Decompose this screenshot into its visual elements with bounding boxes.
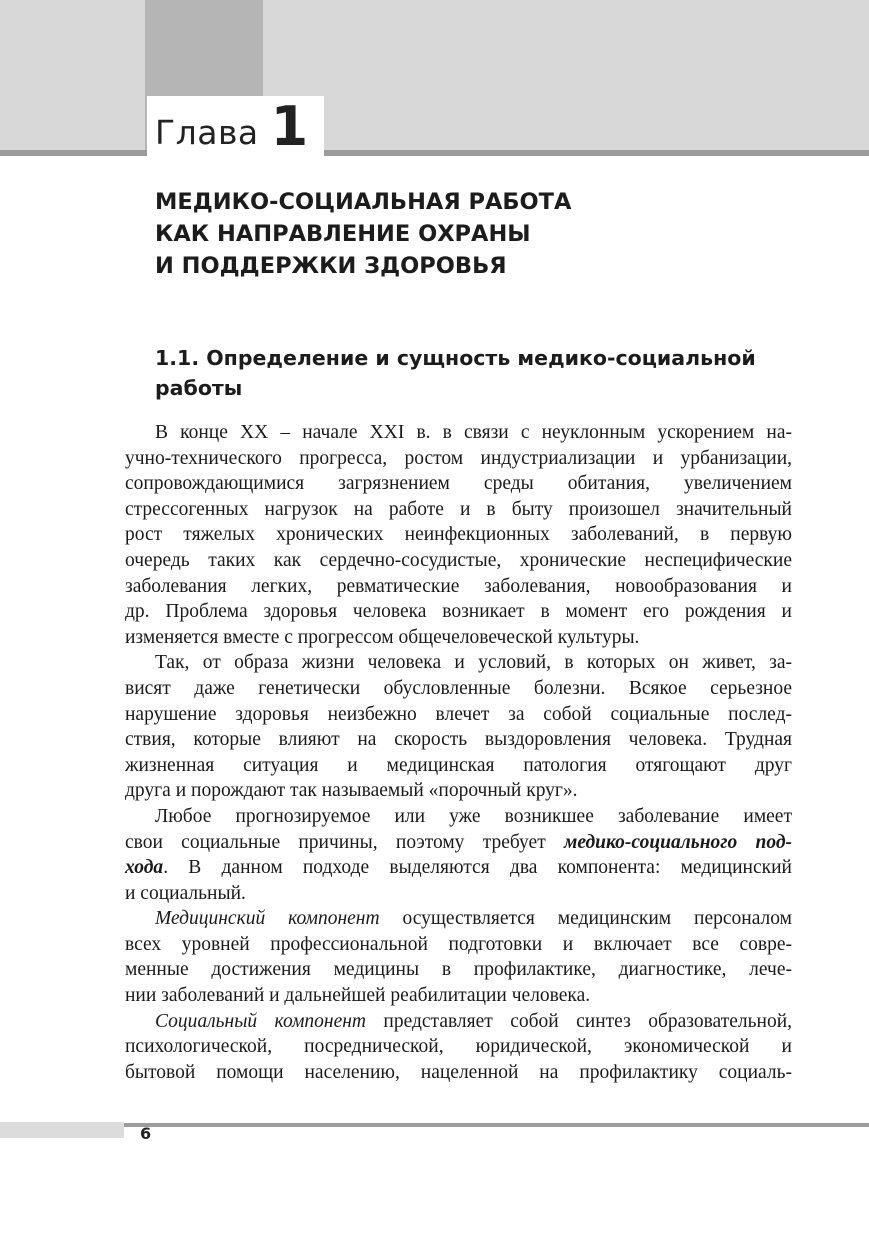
body-text bbox=[125, 420, 792, 1085]
text-line bbox=[125, 599, 792, 625]
text-line bbox=[125, 471, 792, 497]
text-line bbox=[125, 778, 792, 804]
text-run: . В данном подходе выделяются два компонента: медицинский bbox=[163, 857, 792, 879]
chapter-title-line: МЕДИКО-СОЦИАЛЬНАЯ РАБОТА bbox=[155, 189, 572, 215]
text-run: свои социальные причины, поэтому требует bbox=[125, 831, 564, 853]
text-line bbox=[125, 1034, 792, 1060]
text-line bbox=[125, 1009, 792, 1035]
text-line bbox=[125, 497, 792, 523]
text-line bbox=[125, 625, 792, 651]
page-number: 6 bbox=[140, 1124, 152, 1143]
emphasis-italic: Социальный компонент bbox=[155, 1010, 366, 1032]
chapter-word: Глава bbox=[155, 113, 259, 152]
paragraph bbox=[125, 906, 792, 1008]
chapter-number: 1 bbox=[270, 95, 309, 158]
text-run: ствия, которые влияют на скорость выздоровления человека. Трудная bbox=[125, 729, 792, 751]
text-run: др. Проблема здоровья человека возникает в момент его рождения и bbox=[125, 601, 792, 623]
chapter-title-line: И ПОДДЕРЖКИ ЗДОРОВЬЯ bbox=[155, 253, 507, 279]
text-run: сопровождающимися загрязнением среды обитания, увеличением bbox=[125, 473, 792, 495]
text-line bbox=[125, 957, 792, 983]
text-run: нии заболеваний и дальнейшей реабилитации человека. bbox=[125, 985, 591, 1007]
footer-accent-block bbox=[0, 1122, 124, 1138]
text-run: психологической, посреднической, юридической, экономической и bbox=[125, 1036, 792, 1058]
text-line bbox=[125, 932, 792, 958]
text-line bbox=[125, 881, 792, 907]
footer-rule bbox=[124, 1123, 869, 1127]
text-run: представляет собой синтез образовательной, bbox=[365, 1010, 793, 1032]
text-run: Так, от образа жизни человека и условий, в которых он живет, за- bbox=[155, 652, 792, 674]
text-run: осуществляется медицинским персоналом bbox=[379, 908, 792, 930]
paragraph bbox=[125, 1009, 792, 1086]
text-run: менные достижения медицины в профилактике, диагностике, лече- bbox=[125, 959, 792, 981]
text-run: изменяется вместе с прогрессом общечеловеческой культуры. bbox=[125, 626, 640, 648]
emphasis-italic: Медицинский компонент bbox=[155, 908, 380, 930]
text-run: друга и порождают так называемый «порочный круг». bbox=[125, 780, 578, 802]
text-run: В конце XX – начале XXI в. в связи с неуклонным ускорением на- bbox=[155, 422, 792, 443]
text-line bbox=[125, 804, 792, 830]
section-heading-line: 1.1. Определение и сущность медико-социальной bbox=[155, 346, 756, 370]
text-line bbox=[125, 548, 792, 574]
text-run: всех уровней профессиональной подготовки и включает все совре- bbox=[125, 933, 792, 955]
paragraph bbox=[125, 650, 792, 804]
paragraph bbox=[125, 420, 792, 650]
text-run: нарушение здоровья неизбежно влечет за собой социальные послед- bbox=[125, 703, 792, 725]
text-run: бытовой помощи населению, нацеленной на профилактику социаль- bbox=[125, 1061, 792, 1083]
chapter-title-line: КАК НАПРАВЛЕНИЕ ОХРАНЫ bbox=[155, 221, 531, 247]
text-line bbox=[125, 676, 792, 702]
text-run: и социальный. bbox=[125, 882, 246, 904]
text-line bbox=[125, 855, 792, 881]
header-rule bbox=[0, 150, 869, 156]
text-line bbox=[125, 702, 792, 728]
text-run: учно-технического прогресса, ростом индустриализации и урбанизации, bbox=[125, 447, 792, 469]
text-run: стрессогенных нагрузок на работе и в быту произошел значительный bbox=[125, 498, 792, 520]
text-run: заболевания легких, ревматические заболевания, новообразования и bbox=[125, 575, 792, 597]
text-run: висят даже генетически обусловленные болезни. Всякое серьезное bbox=[125, 677, 792, 699]
section-heading bbox=[155, 343, 775, 403]
text-line bbox=[125, 446, 792, 472]
emphasis-bold-italic: медико-социального под- bbox=[563, 831, 792, 853]
text-line bbox=[125, 906, 792, 932]
text-line bbox=[125, 1060, 792, 1086]
text-line bbox=[125, 830, 792, 856]
text-run: жизненная ситуация и медицинская патология отягощают друг bbox=[125, 754, 792, 776]
text-run: рост тяжелых хронических неинфекционных заболеваний, в первую bbox=[125, 524, 792, 546]
header-band bbox=[0, 0, 869, 152]
section-heading-line: работы bbox=[155, 376, 243, 400]
text-line bbox=[125, 727, 792, 753]
emphasis-bold-italic: хода bbox=[125, 857, 164, 879]
text-line bbox=[125, 650, 792, 676]
chapter-label bbox=[147, 96, 324, 158]
paragraph bbox=[125, 804, 792, 906]
text-line bbox=[125, 420, 792, 446]
text-line bbox=[125, 753, 792, 779]
text-line bbox=[125, 522, 792, 548]
text-line bbox=[125, 983, 792, 1009]
chapter-title bbox=[155, 186, 755, 282]
text-run: очередь таких как сердечно-сосудистые, хронические неспецифические bbox=[125, 549, 792, 571]
text-line bbox=[125, 574, 792, 600]
text-run: Любое прогнозируемое или уже возникшее заболевание имеет bbox=[155, 805, 792, 827]
